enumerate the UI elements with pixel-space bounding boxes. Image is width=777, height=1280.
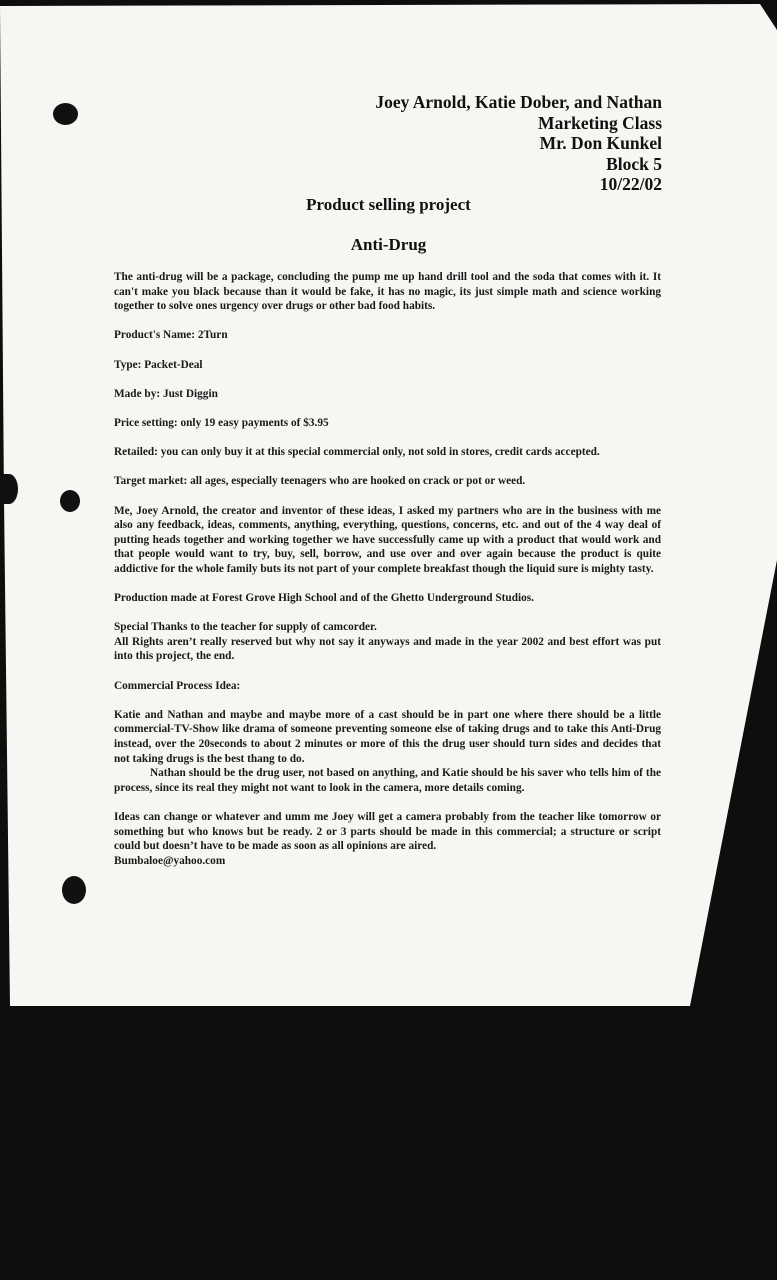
intro-paragraph: The anti-drug will be a package, concluding the pump me up hand drill tool and the soda that comes with it. It can't make you black because than it would be fake, it has no magic, its just simple math and science working together to solve ones urgency over drugs or other bad food habits. bbox=[114, 271, 661, 313]
punch-hole-bottom bbox=[62, 876, 86, 904]
commercial-paragraph-1: Katie and Nathan and maybe and maybe more of a cast should be in part one where there should be a little commercial-TV-Show like drama of someone preventing someone else of taking drugs and to take this Anti-Drug instead, over the 20seconds to about 2 minutes or more of this the drug user should turn sides and decides that not taking drugs is the best thang to do. bbox=[114, 708, 661, 765]
header-date: 10/22/02 bbox=[599, 174, 662, 194]
rights-paragraph: All Rights aren’t really reserved but why not say it anyways and made in the year 2002 and best effort was put into this project, the end. bbox=[114, 635, 661, 663]
thanks-line: Special Thanks to the teacher for supply of camcorder. bbox=[114, 621, 377, 634]
product-type: Type: Packet-Deal bbox=[114, 358, 203, 371]
document-body bbox=[114, 270, 661, 883]
production-paragraph: Production made at Forest Grove High School and of the Ghetto Underground Studios. bbox=[114, 592, 535, 605]
torn-edge-notch bbox=[0, 474, 18, 504]
commercial-paragraph-2: Nathan should be the drug user, not based on anything, and Katie should be his saver who tells him of the process, since its real they might not want to look in the camera, more details coming. bbox=[114, 767, 661, 794]
document-title: Anti-Drug bbox=[350, 235, 427, 254]
header-class: Marketing Class bbox=[538, 112, 662, 133]
closing-paragraph: Ideas can change or whatever and umm me Joey will get a camera probably from the teacher like tomorrow or something but who knows but be ready. 2 or 3 parts should be made in this commercial; a structure or script could but doesn’t have to be made as soon as all opinions are aired. bbox=[114, 810, 661, 853]
product-maker: Made by: Just Diggin bbox=[114, 387, 218, 400]
retail-info: Retailed: you can only buy it at this special commercial only, not sold in stores, credit cards accepted. bbox=[114, 446, 600, 459]
header-block-number: Block 5 bbox=[606, 153, 662, 174]
author-header bbox=[375, 92, 662, 195]
creator-paragraph: Me, Joey Arnold, the creator and inventor of these ideas, I asked my partners who are in the business with me also any feedback, ideas, comments, anything, everything, questions, concerns, etc. and out of the 4 way deal of putting heads together and working together we have successfully came up with a product that would work and that people would want to try, buy, sell, borrow, and use over and over again because the product is quite addictive for the whole family buts its not part of your complete breakfast though the liquid sure is mighty tasty. bbox=[114, 504, 661, 575]
commercial-heading: Commercial Process Idea: bbox=[114, 679, 241, 692]
target-market: Target market: all ages, especially teenagers who are hooked on crack or pot or weed. bbox=[114, 475, 526, 488]
header-authors: Joey Arnold, Katie Dober, and Nathan bbox=[375, 92, 662, 112]
punch-hole-top bbox=[53, 103, 78, 125]
punch-hole-middle bbox=[60, 490, 80, 512]
project-title: Product selling project bbox=[306, 195, 471, 214]
price-setting: Price setting: only 19 easy payments of $3.95 bbox=[114, 416, 329, 429]
product-name: Product's Name: 2Turn bbox=[114, 329, 228, 342]
contact-email: Bumbaloe@yahoo.com bbox=[114, 854, 226, 867]
header-teacher: Mr. Don Kunkel bbox=[539, 133, 662, 153]
